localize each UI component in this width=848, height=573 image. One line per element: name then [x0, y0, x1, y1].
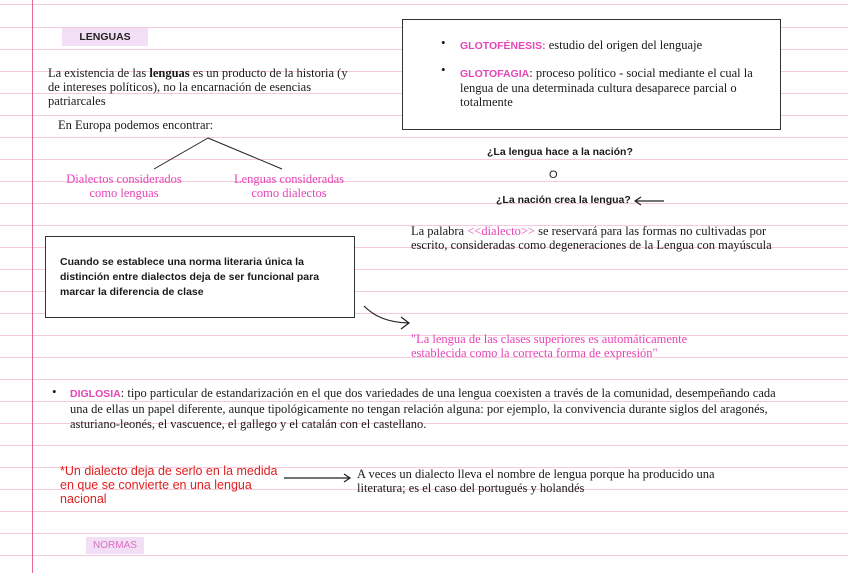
question-lengua-nacion: ¿La lengua hace a la nación? [487, 146, 633, 158]
bullet-icon: • [441, 35, 446, 50]
glotofagia-definition [460, 66, 772, 109]
glotofenesis-term: GLOTOFÉNESIS: [460, 40, 546, 52]
right-arrow-icon [282, 472, 354, 484]
section-label-lenguas: LENGUAS [62, 28, 148, 46]
portugues-holandes-note: A veces un dialecto lleva el nombre de lengua porque ha producido una literatura; es el caso del portugués y holandés [357, 467, 715, 495]
palabra-before: La palabra [411, 224, 468, 238]
lenguas-consideradas-dialectos: Lenguas consideradas como dialectos [233, 172, 345, 200]
intro-paragraph [48, 66, 348, 108]
section-label-normas: NORMAS [86, 537, 144, 554]
glotofenesis-definition [460, 38, 770, 53]
intro-before: La existencia de las [48, 66, 150, 80]
question-or: O [549, 169, 558, 181]
europa-text: En Europa podemos encontrar: [58, 118, 214, 132]
diglosia-term: DIGLOSIA [70, 388, 121, 400]
clases-superiores-quote: "La lengua de las clases superiores es automáticamente establecida como la correcta forma de expresión" [411, 332, 688, 360]
curved-arrow-icon [360, 298, 416, 334]
palabra-dialecto-paragraph [411, 224, 791, 252]
question-nacion-lengua: ¿La nación crea la lengua? [496, 194, 631, 206]
dialecto-lengua-nacional-note: *Un dialecto deja de serlo en la medida en que se convierte en una lengua nacional [60, 464, 278, 506]
palabra-after: se reservará para las formas no cultivadas por escrito, consideradas como degeneraciones de la Lengua con mayúscula [411, 224, 772, 252]
bullet-icon: • [441, 62, 446, 77]
palabra-highlight: <<dialecto>> [467, 224, 535, 238]
dialectos-considerados-lenguas: Dialectos considerados como lenguas [66, 172, 182, 200]
left-arrow-icon [632, 195, 666, 207]
intro-after: es un producto de la historia (y de intereses políticos), no la encarnación de esencias patriarcales [48, 66, 348, 108]
intro-bold: lenguas [149, 66, 190, 80]
diglosia-text: : tipo particular de estandarización en el que dos variedades de una lengua coexisten a través de la comunidad, desempeñando cada una de ellas un papel diferente, aunque tipológicamente no tengan relación alguna: por ejemplo, la convivencia durante siglos del aragonés, asturiano-leonés, el vascuence, el gallego y el catalán con el castellano. [70, 386, 776, 431]
glotofenesis-text: estudio del origen del lenguaje [545, 38, 703, 52]
glotofagia-term: GLOTOFAGIA [460, 68, 530, 80]
norma-literaria-text: Cuando se establece una norma literaria única la distinción entre dialectos deja de ser funcional para marcar la diferencia de clase [60, 256, 320, 298]
notebook-margin-line [32, 0, 33, 573]
tree-branch-lines [150, 135, 290, 175]
bullet-icon: • [52, 384, 57, 399]
diglosia-paragraph [70, 386, 780, 432]
glotofagia-text: : proceso político - social mediante el cual la lengua de una determinada cultura desaparece parcial o totalmente [460, 66, 753, 109]
